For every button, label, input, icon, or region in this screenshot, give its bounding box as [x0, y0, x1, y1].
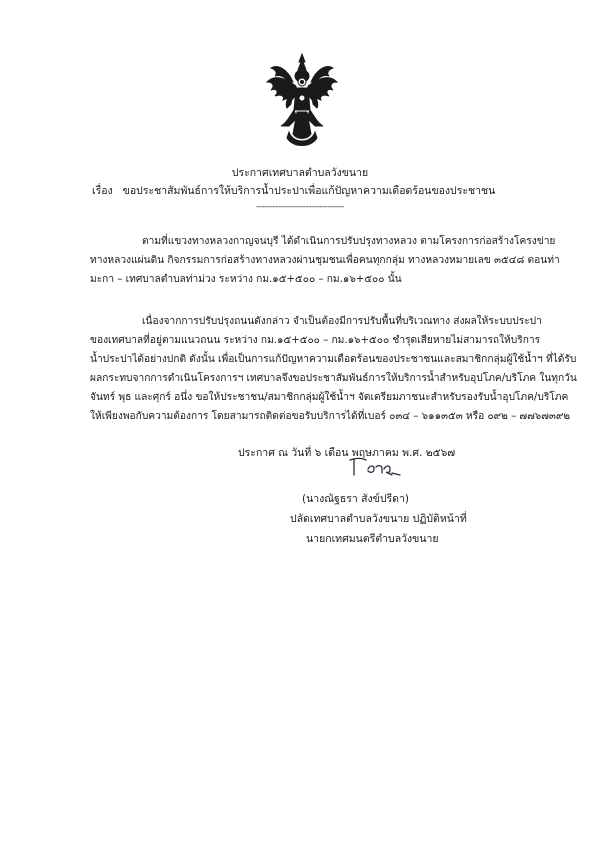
signer-acting-position: นายกเทศมนตรีตำบลวังขนาย [306, 533, 439, 545]
paragraph-2-line: ให้เพียงพอกับความต้องการ โดยสามารถติดต่อขอรับบริการได้ที่เบอร์ ๐๓๔ – ๖๑๑๓๕๓ หรือ ๐๙๒ – ๗๗๖๗๓๙๒ [90, 411, 571, 422]
paragraph-2-line: เนื่องจากการปรับปรุงถนนดังกล่าว จำเป็นต้องมีการปรับพื้นที่บริเวณทาง ส่งผลให้ระบบประปา [142, 316, 542, 327]
subject-line [92, 182, 495, 199]
paragraph-1 [90, 232, 560, 289]
signer-position: ปลัดเทศบาลตำบลวังขนาย ปฏิบัติหน้าที่ [290, 513, 467, 525]
paragraph-1-line: ตามที่แขวงทางหลวงกาญจนบุรี ได้ดำเนินการปรับปรุงทางหลวง ตามโครงการก่อสร้างโครงข่าย [142, 236, 556, 247]
paragraph-1-line: มะกา – เทศบาลตำบลท่าม่วง ระหว่าง กม.๑๕+๕๐๐ – กม.๑๖+๕๐๐ นั้น [90, 274, 402, 285]
paragraph-2 [90, 312, 577, 426]
paragraph-2-line: จันทร์ พุธ และศุกร์ อนึ่ง ขอให้ประชาชน/สมาชิกกลุ่มผู้ใช้น้ำฯ จัดเตรียมภาชนะสำหรับรองรับน้ำอุปโภค/บริโภค [90, 392, 569, 403]
announcement-title: ประกาศเทศบาลตำบลวังขนาย [231, 167, 369, 179]
subject-label: เรื่อง [92, 185, 113, 197]
announcement-date: ประกาศ ณ วันที่ ๖ เดือน พฤษภาคม พ.ศ. ๒๕๖๗ [238, 447, 456, 459]
signer-name: (นางณัฐธรา สังข์ปรีดา) [302, 493, 409, 505]
paragraph-2-line: ผลกระทบจากการดำเนินโครงการฯ เทศบาลจึงขอประชาสัมพันธ์การให้บริการน้ำสำหรับอุปโภค/บริโภค ในทุกวัน [90, 373, 577, 384]
paragraph-2-line: น้ำประปาได้อย่างปกติ ดังนั้น เพื่อเป็นการแก้ปัญหาความเดือดร้อนของประชาชนและสมาชิกกลุ่มผู้ใช้น้ำฯ ที่ได้รับ [90, 354, 577, 365]
paragraph-2-line: ของเทศบาลที่อยู่ตามแนวถนน ระหว่าง กม.๑๕+๕๐๐ – กม.๑๖+๕๐๐ ชำรุดเสียหายไม่สามารถให้บริการ [90, 335, 541, 346]
handwritten-signature [348, 455, 402, 479]
garuda-emblem-icon [263, 52, 341, 150]
paragraph-1-line: ทางหลวงแผ่นดิน กิจกรรมการก่อสร้างทางหลวงผ่านชุมชนเพื่อคนทุกกลุ่ม ทางหลวงหมายเลข ๓๕๔๘ ตอนท่า [90, 255, 560, 266]
divider-rule: -------------------------------- [256, 202, 344, 212]
subject-text: ขอประชาสัมพันธ์การให้บริการน้ำประปาเพื่อแก้ปัญหาความเดือดร้อนของประชาชน [122, 185, 496, 197]
